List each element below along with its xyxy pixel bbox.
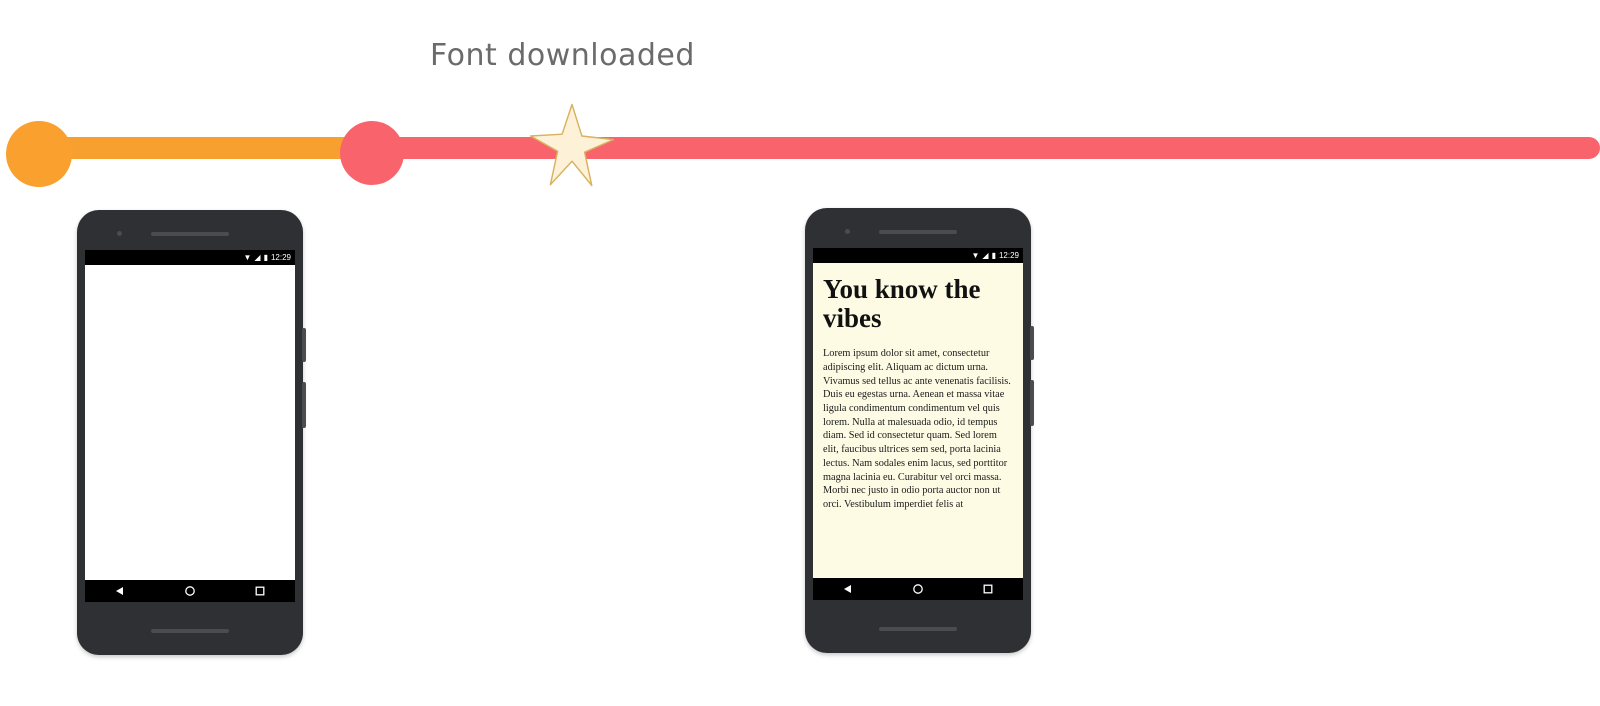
signal-icon: ◢ (254, 252, 261, 262)
bottom-speaker-grill (151, 629, 229, 633)
back-icon[interactable] (842, 583, 854, 595)
camera-icon (845, 229, 850, 234)
battery-icon: ▮ (991, 250, 996, 260)
home-icon[interactable] (912, 583, 924, 595)
home-icon[interactable] (184, 585, 196, 597)
bottom-speaker-grill (879, 627, 957, 631)
phone-before-screen (85, 250, 295, 602)
timeline-segment-initial (18, 137, 378, 159)
phone-before (77, 210, 303, 655)
article-body: Lorem ipsum dolor sit amet, consectetur adipiscing elit. Aliquam ac dictum urna. Vivamus sed tellus ac ante venenatis facilisis. Duis eu egestas urna. Aenean et massa vitae ligula condimentum condimentum vel quis lorem. Nulla at malesuada odio, id tempus diam. Sed id consectetur quam. Sed lorem elit, faucibus ultrices sem sed, porta lacinia lectus. Nam sodales enim lacus, sed porttitor magna lacinia eu. Curabitur vel orci massa. Morbi nec justo in odio porta auctor non ut orci. Vestibulum imperdiet felis at (823, 348, 1011, 510)
article-content-empty (85, 265, 295, 580)
phone-after (805, 208, 1031, 653)
status-bar-time: 12:29 (270, 252, 291, 262)
star-burst-icon (527, 100, 617, 190)
phone-after-screen (813, 248, 1023, 600)
wifi-icon: ▼ (243, 252, 252, 262)
volume-button[interactable] (1030, 380, 1034, 426)
signal-icon: ◢ (982, 250, 989, 260)
recents-icon[interactable] (982, 583, 994, 595)
wifi-icon: ▼ (971, 250, 980, 260)
nav-bar (813, 578, 1023, 600)
article-content (813, 263, 1023, 578)
volume-button[interactable] (302, 382, 306, 428)
timeline (0, 110, 1600, 200)
speaker-grill (879, 230, 957, 234)
back-icon[interactable] (114, 585, 126, 597)
nav-bar (85, 580, 295, 602)
recents-icon[interactable] (254, 585, 266, 597)
power-button[interactable] (1030, 326, 1034, 360)
camera-icon (117, 231, 122, 236)
battery-icon: ▮ (263, 252, 268, 262)
speaker-grill (151, 232, 229, 236)
page-title: Font downloaded (430, 38, 695, 73)
timeline-download-node (340, 121, 404, 185)
status-bar-time: 12:29 (998, 250, 1019, 260)
power-button[interactable] (302, 328, 306, 362)
status-bar (813, 248, 1023, 263)
timeline-start-node (6, 121, 72, 187)
status-bar (85, 250, 295, 265)
article-title: You know the vibes (823, 274, 981, 334)
